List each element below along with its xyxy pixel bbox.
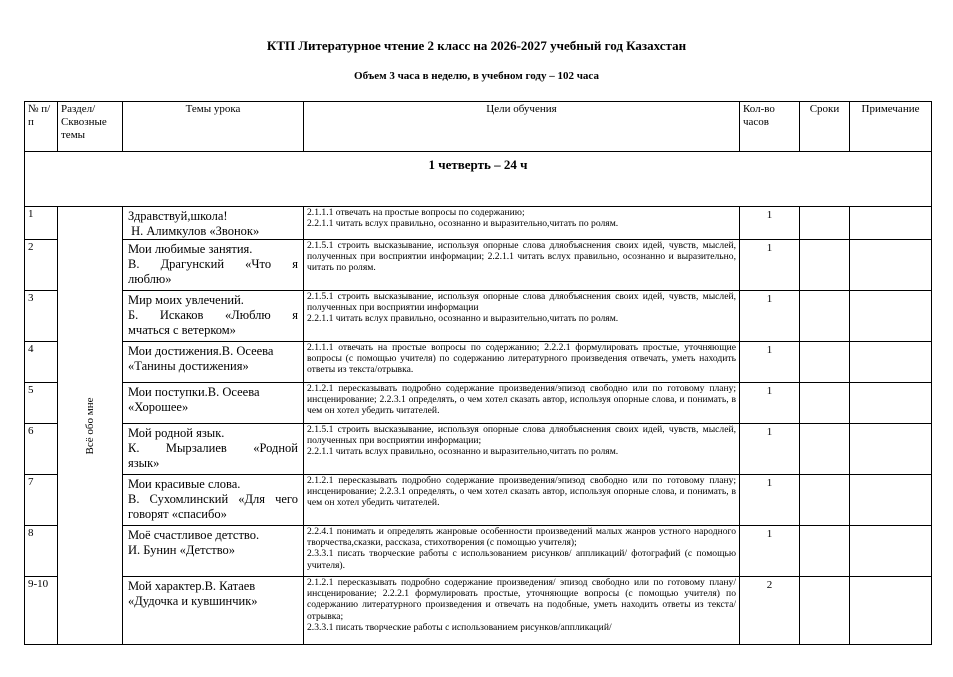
hours-count: 1 xyxy=(740,207,800,240)
lesson-topic-line: Мой характер.В. Катаев xyxy=(128,579,256,593)
row-number: 5 xyxy=(25,383,58,424)
hours-count: 1 xyxy=(740,291,800,342)
quarter-row xyxy=(25,152,932,207)
dates-cell xyxy=(800,342,850,383)
dates-cell xyxy=(800,526,850,577)
lesson-topic xyxy=(123,240,304,291)
lesson-topic-line: Мой родной язык. xyxy=(128,426,225,440)
plan-table xyxy=(24,101,932,645)
header-notes: Примечание xyxy=(850,102,932,152)
dates-cell xyxy=(800,383,850,424)
lesson-topic xyxy=(123,526,304,577)
hours-count: 1 xyxy=(740,424,800,475)
notes-cell xyxy=(850,342,932,383)
notes-cell xyxy=(850,207,932,240)
notes-cell xyxy=(850,577,932,645)
learning-goals: 2.1.1.1 отвечать на простые вопросы по содержанию; 2.2.1.1 читать вслух правильно, осознанно и выразительно,читать по ролям. xyxy=(304,207,740,240)
table-header-row xyxy=(25,102,932,152)
row-number: 4 xyxy=(25,342,58,383)
notes-cell xyxy=(850,383,932,424)
lesson-topic-line: «Хорошее» xyxy=(128,400,189,414)
lesson-topic-line: язык» xyxy=(128,456,160,470)
notes-cell xyxy=(850,240,932,291)
hours-count: 1 xyxy=(740,240,800,291)
learning-goals: 2.1.5.1 строить высказывание, используя опорные слова дляобъяснения своих идей, чувств, мыслей, полученных при восприятии информации; 2.2.1.1 читать вслух правильно, осознанно и выразительно,читать по ролям. xyxy=(304,424,740,475)
lesson-topic-line: «Дудочка и кувшинчик» xyxy=(128,594,258,608)
section-label: Всё обо мне xyxy=(84,397,96,454)
lesson-topic-line: Мир моих увлечений. xyxy=(128,293,244,307)
lesson-topic-line: И. Бунин «Детство» xyxy=(128,543,236,557)
table-row xyxy=(25,526,932,577)
lesson-topic xyxy=(123,291,304,342)
notes-cell xyxy=(850,475,932,526)
lesson-topic-line: Мои достижения.В. Осеева xyxy=(128,344,274,358)
lesson-topic-line: мчаться с ветерком» xyxy=(128,323,236,337)
lesson-topic-line: В. Драгунский «Что я xyxy=(128,257,298,271)
learning-goals: 2.1.2.1 пересказывать подробно содержание произведения/эпизод свободно или по готовому плану; инсценирование; 2.2.3.1 определять, о чем хотел сказать автор, используя опорные слова, и понимать, в чем он хотел убедить читателей. xyxy=(304,475,740,526)
notes-cell xyxy=(850,526,932,577)
lesson-topic-line: люблю» xyxy=(128,272,172,286)
notes-cell xyxy=(850,424,932,475)
hours-count: 2 xyxy=(740,577,800,645)
dates-cell xyxy=(800,475,850,526)
learning-goals: 2.1.2.1 пересказывать подробно содержание произведения/эпизод свободно или по готовому плану; инсценирование; 2.2.3.1 определять, о чем хотел сказать автор, используя опорные слова, и понимать, в чем он хотел убедить читателей. xyxy=(304,383,740,424)
row-number: 6 xyxy=(25,424,58,475)
section-cell xyxy=(58,207,123,645)
table-row xyxy=(25,475,932,526)
table-row xyxy=(25,577,932,645)
dates-cell xyxy=(800,291,850,342)
row-number: 8 xyxy=(25,526,58,577)
page-title: КТП Литературное чтение 2 класс на 2026-2027 учебный год Казахстан xyxy=(266,38,687,53)
lesson-topic xyxy=(123,383,304,424)
table-row xyxy=(25,383,932,424)
row-number: 9-10 xyxy=(25,577,58,645)
header-section: Раздел/ Сквозные темы xyxy=(58,102,123,152)
lesson-topic-line: Н. Алимкулов «Звонок» xyxy=(128,224,260,238)
row-number: 1 xyxy=(25,207,58,240)
lesson-topic-line: В. Сухомлинский «Для чего xyxy=(128,492,298,506)
row-number: 2 xyxy=(25,240,58,291)
lesson-topic-line: Б. Искаков «Люблю я xyxy=(128,308,298,322)
table-row xyxy=(25,424,932,475)
row-number: 3 xyxy=(25,291,58,342)
lesson-topic xyxy=(123,475,304,526)
dates-cell xyxy=(800,577,850,645)
header-num: № п/п xyxy=(25,102,58,152)
lesson-topic-line: Мои красивые слова. xyxy=(128,477,241,491)
page-subtitle: Объем 3 часа в неделю, в учебном году – 102 часа xyxy=(354,70,599,82)
header-topic: Темы урока xyxy=(123,102,304,152)
learning-goals: 2.1.5.1 строить высказывание, используя опорные слова дляобъяснения своих идей, чувств, мыслей, полученных при восприятии информации 2.2.1.1 читать вслух правильно, осознанно и выразительно,читать по ролям. xyxy=(304,291,740,342)
quarter-label: 1 четверть – 24 ч xyxy=(25,152,932,207)
lesson-topic xyxy=(123,577,304,645)
header-dates: Сроки xyxy=(800,102,850,152)
dates-cell xyxy=(800,240,850,291)
lesson-topic xyxy=(123,342,304,383)
hours-count: 1 xyxy=(740,342,800,383)
row-number: 7 xyxy=(25,475,58,526)
hours-count: 1 xyxy=(740,526,800,577)
learning-goals: 2.1.1.1 отвечать на простые вопросы по содержанию; 2.2.2.1 формулировать простые, уточняющие вопросы (с помощью учителя) по содержанию литературного произведения отвечать, уметь находить ответы из текста/отрывка. xyxy=(304,342,740,383)
lesson-topic xyxy=(123,424,304,475)
table-row xyxy=(25,342,932,383)
lesson-topic xyxy=(123,207,304,240)
lesson-topic-line: Моё счастливое детство. xyxy=(128,528,260,542)
lesson-topic-line: К. Мырзалиев «Родной xyxy=(128,441,298,455)
lesson-topic-line: Мои поступки.В. Осеева xyxy=(128,385,260,399)
table-row xyxy=(25,207,932,240)
learning-goals: 2.1.5.1 строить высказывание, используя опорные слова дляобъяснения своих идей, чувств, мыслей, полученных при восприятии информации; 2.2.1.1 читать вслух правильно, осознанно и выразительно, читать по ролям. xyxy=(304,240,740,291)
dates-cell xyxy=(800,424,850,475)
header-hours: Кол-во часов xyxy=(740,102,800,152)
lesson-topic-line: говорят «спасибо» xyxy=(128,507,227,521)
lesson-topic-line: Здравствуй,школа! xyxy=(128,209,228,223)
lesson-topic-line: «Танины достижения» xyxy=(128,359,249,373)
learning-goals: 2.1.2.1 пересказывать подробно содержание произведения/ эпизод свободно или по готовому плану/инсценирование; 2.2.2.1 формулировать простые, уточняющие вопросы (с помощью учителя) по содержанию литературного произведения и отвечать на подобные, уметь находить ответы из текста/отрывка; 2.3.3.1 писать творческие работы с использованием рисунков/аппликаций/ xyxy=(304,577,740,645)
learning-goals: 2.2.4.1 понимать и определять жанровые особенности произведений малых жанров устного народного творчества,сказки, рассказа, стихотворения (с помощью учителя); 2.3.3.1 писать творческие работы с использованием рисунков/ аппликаций/ фотографий (с помощью учителя). xyxy=(304,526,740,577)
header-goals: Цели обучения xyxy=(304,102,740,152)
hours-count: 1 xyxy=(740,475,800,526)
notes-cell xyxy=(850,291,932,342)
dates-cell xyxy=(800,207,850,240)
table-row xyxy=(25,291,932,342)
table-row xyxy=(25,240,932,291)
lesson-topic-line: Мои любимые занятия. xyxy=(128,242,253,256)
hours-count: 1 xyxy=(740,383,800,424)
